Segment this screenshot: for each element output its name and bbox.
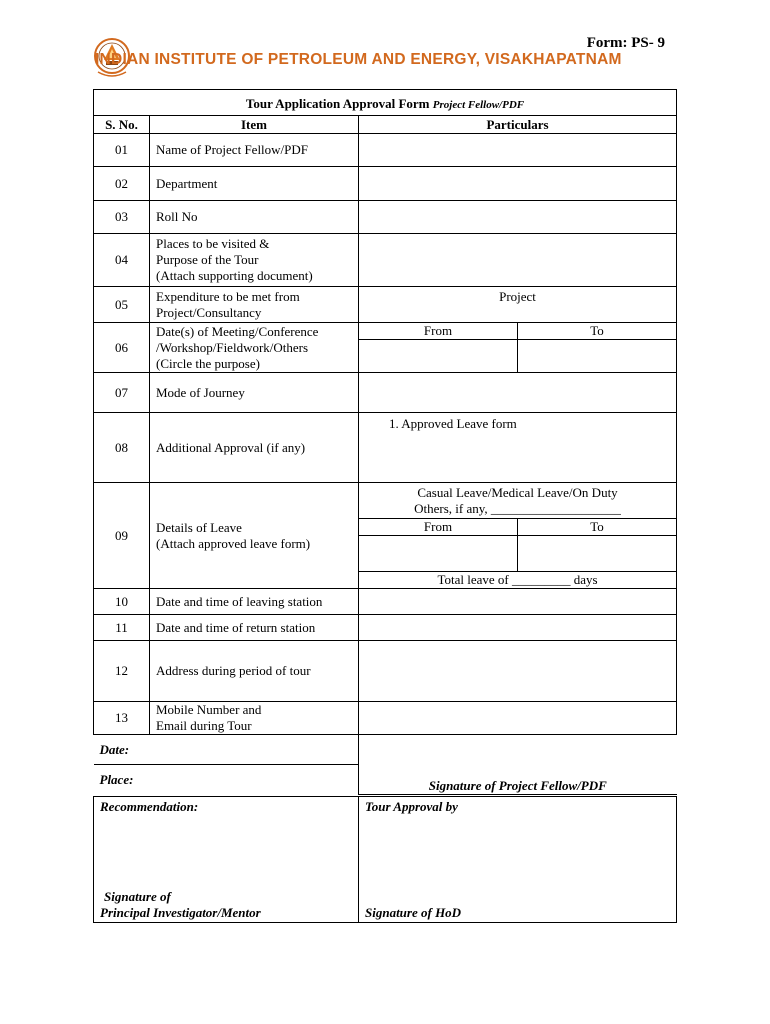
table-row (94, 373, 677, 413)
place-label[interactable]: Place: (94, 765, 359, 795)
tour-approval-label: Tour Approval by (365, 799, 458, 814)
table-row (94, 134, 677, 167)
return-station-field[interactable] (359, 615, 677, 641)
from-label: From (359, 323, 518, 340)
places-purpose-field[interactable] (359, 234, 677, 287)
recommendation-label: Recommendation: (100, 799, 199, 814)
tour-approval-cell[interactable] (359, 797, 677, 923)
additional-approval-field[interactable] (359, 413, 677, 483)
name-field[interactable] (359, 134, 677, 167)
row-item: Date and time of leaving station (150, 589, 359, 615)
row-item: Date and time of return station (150, 615, 359, 641)
item-line: Email during Tour (156, 718, 252, 733)
table-row (94, 323, 677, 340)
table-row (94, 287, 677, 323)
project-label: Project (499, 289, 536, 304)
row-number: 02 (94, 167, 150, 201)
row-item: Name of Project Fellow/PDF (150, 134, 359, 167)
approved-leave-form-item: 1. Approved Leave form (389, 416, 517, 431)
table-row (94, 201, 677, 234)
table-row (94, 167, 677, 201)
row-number: 01 (94, 134, 150, 167)
item-line: Details of Leave (156, 519, 242, 535)
tour-application-table (93, 89, 677, 795)
leave-others: Others, if any, ____________________ (414, 500, 621, 516)
row-item (150, 287, 359, 323)
sig-pi-line2: Principal Investigator/Mentor (100, 905, 261, 920)
row-item: Roll No (150, 201, 359, 234)
row-number: 03 (94, 201, 150, 234)
table-row (94, 413, 677, 483)
row-number: 08 (94, 413, 150, 483)
meeting-from-field[interactable] (359, 340, 518, 373)
meeting-to-field[interactable] (518, 340, 677, 373)
item-line: Mobile Number and (156, 702, 262, 717)
item-line: (Circle the purpose) (156, 355, 260, 371)
row-item (150, 234, 359, 287)
row-item: Mode of Journey (150, 373, 359, 413)
item-line: Places to be visited & (156, 236, 270, 251)
from-label: From (359, 519, 518, 536)
sig-hod: Signature of HoD (365, 905, 462, 920)
col-particulars: Particulars (359, 116, 677, 134)
row-number: 04 (94, 234, 150, 287)
item-line: (Attach supporting document) (156, 268, 313, 283)
table-row (94, 483, 677, 519)
contact-field[interactable] (359, 702, 677, 735)
form-title-cell (94, 90, 677, 116)
row-number: 11 (94, 615, 150, 641)
expenditure-field[interactable] (359, 287, 677, 323)
table-row (94, 641, 677, 702)
row-number: 12 (94, 641, 150, 702)
sig-pi-line1: Signature of (104, 889, 171, 904)
date-label[interactable]: Date: (94, 735, 359, 765)
row-item (150, 702, 359, 735)
item-line: /Workshop/Fieldwork/Others (156, 339, 309, 355)
address-field[interactable] (359, 641, 677, 702)
row-item (150, 483, 359, 589)
item-line: Expenditure to be met from (156, 288, 300, 304)
to-label: To (518, 323, 677, 340)
approval-table (93, 796, 677, 923)
col-sno: S. No. (94, 116, 150, 134)
form-title: Tour Application Approval Form (245, 96, 430, 111)
journey-mode-field[interactable] (359, 373, 677, 413)
leave-from-field[interactable] (359, 536, 518, 572)
item-line: (Attach approved leave form) (156, 535, 311, 551)
table-row (94, 589, 677, 615)
table-row (94, 234, 677, 287)
row-item: Address during period of tour (150, 641, 359, 702)
total-leave[interactable]: Total leave of _________ days (359, 572, 677, 589)
row-number: 05 (94, 287, 150, 323)
leave-to-field[interactable] (518, 536, 677, 572)
leave-types: Casual Leave/Medical Leave/On Duty (417, 484, 618, 500)
recommendation-cell[interactable] (94, 797, 359, 923)
item-line: Purpose of the Tour (156, 252, 259, 267)
leaving-station-field[interactable] (359, 589, 677, 615)
col-item: Item (150, 116, 359, 134)
item-line: Project/Consultancy (156, 304, 262, 320)
institute-name: INDIAN INSTITUTE OF PETROLEUM AND ENERGY, VISAKHAPATNAM (95, 51, 622, 68)
row-number: 10 (94, 589, 150, 615)
form-subtitle: Project Fellow/PDF (432, 99, 525, 111)
leave-type-cell[interactable] (359, 483, 677, 519)
item-line: Date(s) of Meeting/Conference (156, 323, 319, 339)
row-item: Additional Approval (if any) (150, 413, 359, 483)
signature-fellow: Signature of Project Fellow/PDF (359, 735, 677, 795)
to-label: To (518, 519, 677, 536)
form-code: Form: PS- 9 (586, 35, 665, 51)
row-number: 07 (94, 373, 150, 413)
row-item: Department (150, 167, 359, 201)
table-row (94, 702, 677, 735)
roll-no-field[interactable] (359, 201, 677, 234)
row-item (150, 323, 359, 373)
row-number: 09 (94, 483, 150, 589)
row-number: 13 (94, 702, 150, 735)
table-row (94, 615, 677, 641)
department-field[interactable] (359, 167, 677, 201)
row-number: 06 (94, 323, 150, 373)
